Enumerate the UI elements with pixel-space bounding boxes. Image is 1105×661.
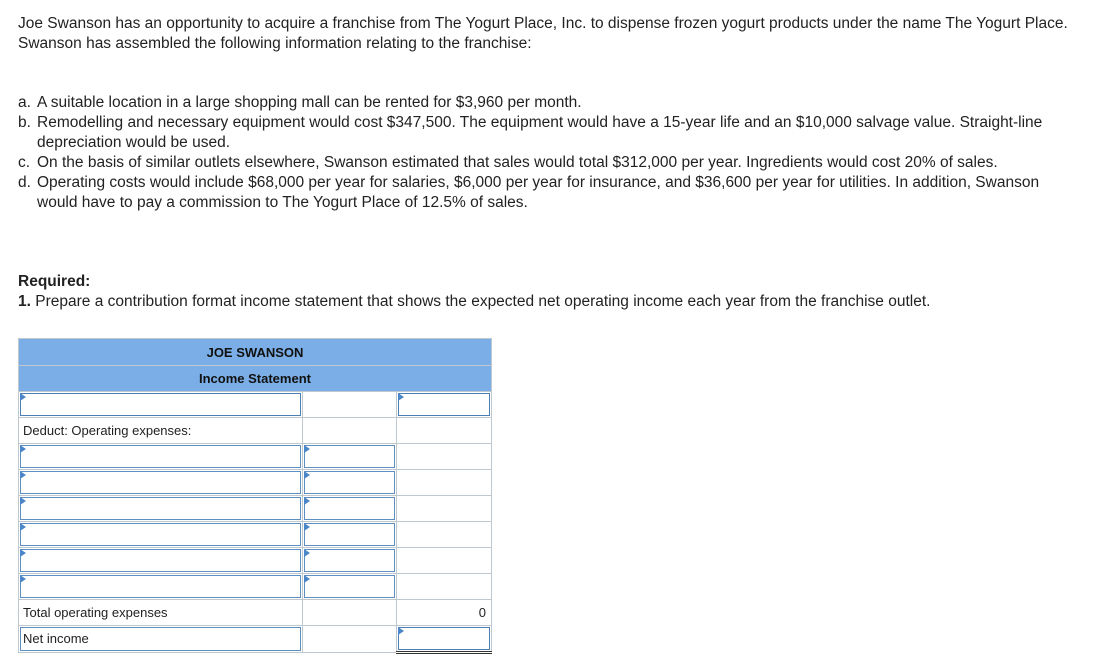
- table-row: [19, 496, 492, 522]
- table-row: [19, 470, 492, 496]
- amount-cell: [303, 392, 397, 418]
- required-section: [18, 272, 1098, 312]
- dropdown-flag-icon: [304, 497, 310, 505]
- expense-label-input[interactable]: [20, 575, 301, 598]
- deduct-label: Deduct: Operating expenses:: [19, 418, 303, 444]
- amount-cell: [397, 626, 492, 653]
- label-cell: [19, 470, 303, 496]
- amount-cell: [397, 444, 492, 470]
- statement-title: Income Statement: [19, 366, 492, 392]
- dropdown-flag-icon: [304, 549, 310, 557]
- amount-cell: [303, 444, 397, 470]
- table-row: [19, 418, 492, 444]
- expense-amount-input[interactable]: [304, 497, 395, 520]
- fact-letter: b.: [18, 114, 31, 131]
- table-row: [19, 600, 492, 626]
- expense-amount-input[interactable]: [304, 523, 395, 546]
- amount-input[interactable]: [398, 393, 490, 416]
- amount-cell: [303, 626, 397, 653]
- fact-text: Remodelling and necessary equipment would cost $347,500. The equipment would have a 15-year life and an $10,000 salvage value. Straight-line depreciation would be used.: [37, 114, 1043, 151]
- statement-header-row: [19, 339, 492, 366]
- net-label-cell: [19, 626, 303, 653]
- fact-letter: a.: [18, 94, 31, 111]
- dropdown-flag-icon: [304, 445, 310, 453]
- amount-cell: [397, 574, 492, 600]
- amount-cell: [303, 522, 397, 548]
- amount-cell: [397, 548, 492, 574]
- amount-cell: [397, 392, 492, 418]
- amount-cell: [303, 418, 397, 444]
- expense-amount-input[interactable]: [304, 445, 395, 468]
- fact-text: A suitable location in a large shopping mall can be rented for $3,960 per month.: [37, 94, 582, 111]
- dropdown-flag-icon: [20, 497, 26, 505]
- expense-amount-input[interactable]: [304, 575, 395, 598]
- dropdown-flag-icon: [20, 471, 26, 479]
- dropdown-flag-icon: [20, 393, 26, 401]
- amount-cell: [397, 418, 492, 444]
- question-number: 1.: [18, 293, 31, 310]
- required-title: Required:: [18, 273, 91, 290]
- expense-amount-input[interactable]: [304, 549, 395, 572]
- problem-intro: Joe Swanson has an opportunity to acquire a franchise from The Yogurt Place, Inc. to dispense frozen yogurt products under the name The Yogurt Place. Swanson has assembled the following information relating to the franchise:: [18, 15, 1068, 52]
- label-cell: [19, 392, 303, 418]
- table-row: [19, 444, 492, 470]
- dropdown-flag-icon: [304, 575, 310, 583]
- table-row: [19, 392, 492, 418]
- question-text: Prepare a contribution format income statement that shows the expected net operating income each year from the franchise outlet.: [35, 293, 931, 310]
- table-row: [19, 522, 492, 548]
- required-question: [18, 292, 1098, 312]
- facts-list: [18, 93, 1083, 213]
- line-label-input[interactable]: [20, 393, 301, 416]
- table-row: [19, 574, 492, 600]
- dropdown-flag-icon: [20, 523, 26, 531]
- amount-cell: [397, 522, 492, 548]
- table-row: [19, 626, 492, 653]
- total-expenses-label: Total operating expenses: [23, 605, 168, 620]
- statement-title-row: [19, 366, 492, 392]
- dropdown-flag-icon: [20, 575, 26, 583]
- amount-cell: [397, 496, 492, 522]
- fact-item-c: [18, 153, 1083, 173]
- net-income-label: Net income: [23, 631, 89, 646]
- dropdown-flag-icon: [304, 471, 310, 479]
- total-label-cell: [19, 600, 303, 626]
- fact-text: Operating costs would include $68,000 per year for salaries, $6,000 per year for insurance, and $36,600 per year for utilities. In addition, Swanson would have to pay a commission to The Yogurt Place of 12.5% of sales.: [37, 174, 1040, 211]
- dropdown-flag-icon: [398, 393, 404, 401]
- label-cell: [19, 548, 303, 574]
- dropdown-flag-icon: [20, 445, 26, 453]
- expense-label-input[interactable]: [20, 497, 301, 520]
- expense-label-input[interactable]: [20, 445, 301, 468]
- expense-amount-input[interactable]: [304, 471, 395, 494]
- dropdown-flag-icon: [20, 549, 26, 557]
- amount-cell: [303, 548, 397, 574]
- fact-item-b: [18, 113, 1083, 153]
- fact-text: On the basis of similar outlets elsewhere, Swanson estimated that sales would total $312,000 per year. Ingredients would cost 20% of sales.: [37, 154, 998, 171]
- label-cell: [19, 496, 303, 522]
- expense-label-input[interactable]: [20, 523, 301, 546]
- income-statement-table: [18, 338, 492, 654]
- total-expenses-value: 0: [397, 600, 492, 626]
- fact-letter: d.: [18, 174, 31, 191]
- label-cell: [19, 574, 303, 600]
- amount-cell: [397, 470, 492, 496]
- label-cell: [19, 522, 303, 548]
- dropdown-flag-icon: [398, 627, 404, 635]
- amount-cell: [303, 470, 397, 496]
- table-row: [19, 548, 492, 574]
- amount-cell: [303, 600, 397, 626]
- label-cell: [19, 444, 303, 470]
- expense-label-input[interactable]: [20, 549, 301, 572]
- net-income-input[interactable]: [398, 627, 490, 650]
- dropdown-flag-icon: [304, 523, 310, 531]
- expense-label-input[interactable]: [20, 471, 301, 494]
- company-name: JOE SWANSON: [19, 339, 492, 366]
- fact-item-d: [18, 173, 1083, 213]
- amount-cell: [303, 496, 397, 522]
- fact-letter: c.: [18, 154, 31, 171]
- amount-cell: [303, 574, 397, 600]
- fact-item-a: [18, 93, 1083, 113]
